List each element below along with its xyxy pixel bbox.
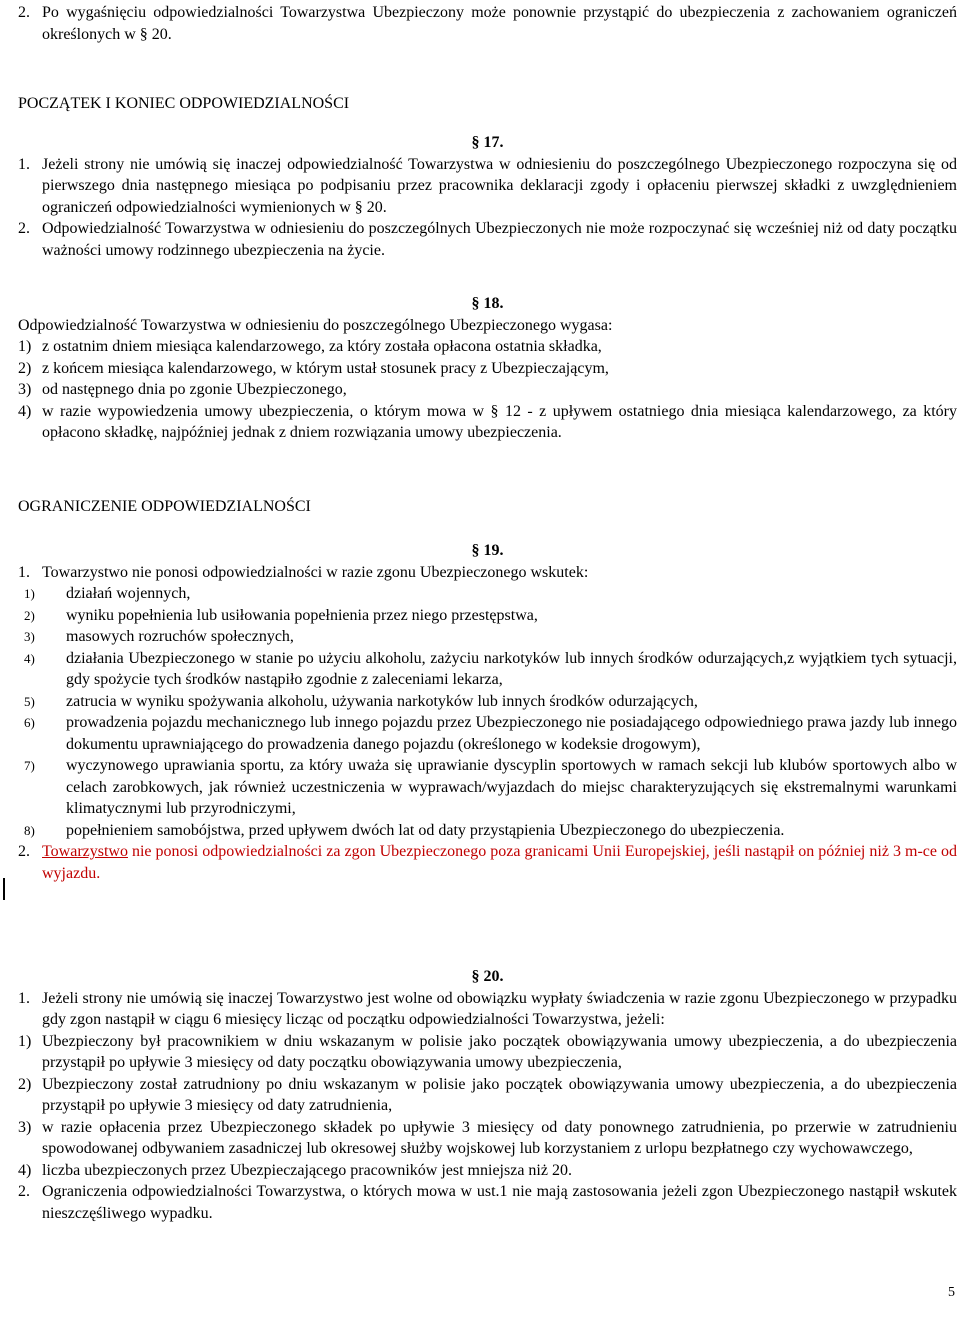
- item-number: 2): [24, 607, 35, 623]
- item-text: nie ponosi odpowiedzialności za zgon Ubezpieczonego poza granicami Unii Europejskiej, jeśli nastąpił on później niż 3 m-ce od wyjazdu.: [42, 843, 957, 882]
- paragraph-top: [18, 2, 957, 45]
- list-item: [18, 336, 957, 358]
- change-bar: [3, 878, 5, 900]
- item-text: Po wygaśnięciu odpowiedzialności Towarzystwa Ubezpieczony może ponownie przystąpić do ubezpieczenia z zachowaniem ograniczeń określonych w § 20.: [42, 4, 957, 43]
- item-number: 3): [24, 629, 35, 644]
- section-heading-limitation: OGRANICZENIE ODPOWIEDZIALNOŚCI: [18, 498, 311, 515]
- item-number: 4): [24, 650, 35, 666]
- list-item: [18, 1074, 957, 1117]
- item-number: 2.: [18, 843, 30, 860]
- item-text: popełnieniem samobójstwa, przed upływem dwóch lat od daty przystąpienia Ubezpieczonego do ubezpieczenia.: [66, 821, 785, 839]
- section-heading-start-end: POCZĄTEK I KONIEC ODPOWIEDZIALNOŚCI: [18, 95, 350, 112]
- item-text: Jeżeli strony nie umówią się inaczej Towarzystwo jest wolne od obowiązku wypłaty świadczenia w razie zgonu Ubezpieczonego w przypadku gdy zgon nastąpił w ciągu 6 miesięcy licząc od początku odpowiedzialności Towarzystwa, jeżeli:: [42, 989, 957, 1028]
- section-title: § 17.: [471, 134, 504, 151]
- item-text: Towarzystwo nie ponosi odpowiedzialności w razie zgonu Ubezpieczonego wskutek:: [42, 563, 589, 581]
- item-text: z końcem miesiąca kalendarzowego, w którym ustał stosunek pracy z Ubezpieczającym,: [42, 359, 609, 377]
- list-item: [18, 358, 957, 380]
- section-title: § 20.: [471, 968, 504, 985]
- list-item: [18, 691, 957, 713]
- item-number: 1.: [18, 563, 30, 581]
- section-intro: Odpowiedzialność Towarzystwa w odniesieniu do poszczególnego Ubezpieczonego wygasa:: [18, 316, 613, 334]
- item-number: 1): [18, 338, 32, 355]
- item-number: 3): [18, 1118, 32, 1136]
- list-item: [18, 1031, 957, 1074]
- item-text: od następnego dnia po zgonie Ubezpieczonego,: [42, 381, 347, 398]
- item-text: prowadzenia pojazdu mechanicznego lub innego pojazdu przez Ubezpieczonego nie posiadającego odpowiedniego prawa jazdy lub innego dokumentu uprawniającego do prowadzenia danego pojazdu (określonego w kodeksie drogowym),: [66, 714, 957, 753]
- item-text: Odpowiedzialność Towarzystwa w odniesieniu do poszczególnych Ubezpieczonych nie może rozpoczynać się wcześniej niż od daty początku ważności umowy rodzinnego ubezpieczenia na życie.: [42, 220, 957, 259]
- revised-link[interactable]: Towarzystwo: [42, 843, 128, 860]
- section-18: [18, 293, 957, 444]
- paragraph: [18, 1181, 957, 1224]
- list-item: [18, 626, 957, 648]
- list-item: [18, 401, 957, 444]
- item-number: 4): [18, 1161, 32, 1179]
- section-title: § 18.: [471, 295, 504, 312]
- item-text: wyniku popełnienia lub usiłowania popełnienia przez niego przestępstwa,: [66, 606, 538, 624]
- section-17: [18, 132, 957, 261]
- paragraph-revised: [18, 841, 957, 884]
- item-text: z ostatnim dniem miesiąca kalendarzowego, za który została opłacona ostatnia składka,: [42, 338, 602, 355]
- section-20: [18, 966, 957, 1224]
- paragraph: [18, 988, 957, 1031]
- item-number: 2.: [18, 1183, 30, 1200]
- item-number: 3): [18, 381, 32, 398]
- item-number: 5): [24, 693, 35, 709]
- item-text: w razie wypowiedzenia umowy ubezpieczenia, o którym mowa w § 12 - z upływem ostatniego dnia miesiąca kalendarzowego, za który opłacono składkę, najpóźniej jednak z dniem rozwiązania umowy ubezpieczenia.: [42, 402, 957, 441]
- item-text: liczba ubezpieczonych przez Ubezpieczającego pracowników jest mniejsza niż 20.: [42, 1161, 572, 1179]
- item-text: Ograniczenia odpowiedzialności Towarzystwa, o których mowa w ust.1 nie mają zastosowania jeżeli zgon Ubezpieczonego nastąpił wskutek nieszczęśliwego wypadku.: [42, 1183, 957, 1222]
- item-number: 1.: [18, 989, 30, 1007]
- item-text: w razie opłacenia przez Ubezpieczonego składek po upływie 3 miesięcy od daty ponownego zatrudnienia, po przerwie w zatrudnieniu spowodowanej odbywaniem zasadniczej lub okresowej służby wojskowej lub korzystaniem z urlopu bezpłatnego czy wychowawczego,: [42, 1118, 957, 1157]
- item-text: działań wojennych,: [66, 585, 191, 602]
- list-item: [18, 379, 957, 401]
- item-number: 1.: [18, 155, 30, 173]
- list-item: [18, 154, 957, 219]
- item-number: 4): [18, 402, 32, 420]
- list-item: [18, 820, 957, 842]
- page-number: 5: [948, 1285, 955, 1300]
- section-title: § 19.: [471, 542, 504, 559]
- list-item: [18, 648, 957, 691]
- list-item: [18, 583, 957, 605]
- item-text: zatrucia w wyniku spożywania alkoholu, używania narkotyków lub innych środków odurzających,: [66, 692, 698, 710]
- item-text: Ubezpieczony był pracownikiem w dniu wskazanym w polisie jako początek obowiązywania umowy ubezpieczenia, a do ubezpieczenia przystąpił po upływie 3 miesięcy od daty początku obowiązywania umowy ubezpieczenia,: [42, 1032, 957, 1071]
- list-item: [18, 218, 957, 261]
- section-19: [18, 540, 957, 884]
- item-text: masowych rozruchów społecznych,: [66, 628, 294, 645]
- item-number: 2.: [18, 4, 30, 21]
- list-item: [18, 712, 957, 755]
- item-number: 7): [24, 758, 35, 773]
- item-text: Ubezpieczony został zatrudniony po dniu wskazanym w polisie jako początek obowiązywania umowy ubezpieczenia, a do ubezpieczenia przystąpił po upływie 3 miesięcy od daty zatrudnienia,: [42, 1075, 957, 1114]
- item-text: działania Ubezpieczonego w stanie po użyciu alkoholu, zażyciu narkotyków lub innych środków odurzających,z wyjątkiem tych sytuacji, gdy spożycie tych środków nastąpiło zgodnie z zaleceniami lekarza,: [66, 649, 957, 688]
- item-number: 1): [18, 1032, 32, 1050]
- item-number: 6): [24, 715, 35, 730]
- list-item: [18, 1160, 957, 1182]
- list-item: [18, 1117, 957, 1160]
- paragraph: [18, 562, 957, 584]
- list-item: [18, 605, 957, 627]
- item-number: 2.: [18, 220, 30, 237]
- revised-text: [42, 843, 957, 882]
- item-number: 2): [18, 359, 32, 377]
- item-text: Jeżeli strony nie umówią się inaczej odpowiedzialność Towarzystwa w odniesieniu do poszczególnego Ubezpieczonego rozpoczyna się od pierwszego dnia następnego miesiąca po podpisaniu przez pracownika deklaracji zgody i opłaceniu pierwszej składki z uwzględnieniem ograniczeń odpowiedzialności wymienionych w § 20.: [42, 155, 957, 216]
- item-number: 2): [18, 1075, 32, 1093]
- item-number: 8): [24, 822, 35, 838]
- item-text: wyczynowego uprawiania sportu, za który uważa się uprawianie dyscyplin sportowych w ramach sekcji lub klubów sportowych albo w celach zarobkowych, jak również uczestniczenia w wyprawach/wyjazdach do miejsc charakteryzujących się ekstremalnymi warunkami klimatycznymi lub przyrodniczymi,: [66, 757, 957, 817]
- list-item: [18, 755, 957, 820]
- item-number: 1): [24, 586, 35, 601]
